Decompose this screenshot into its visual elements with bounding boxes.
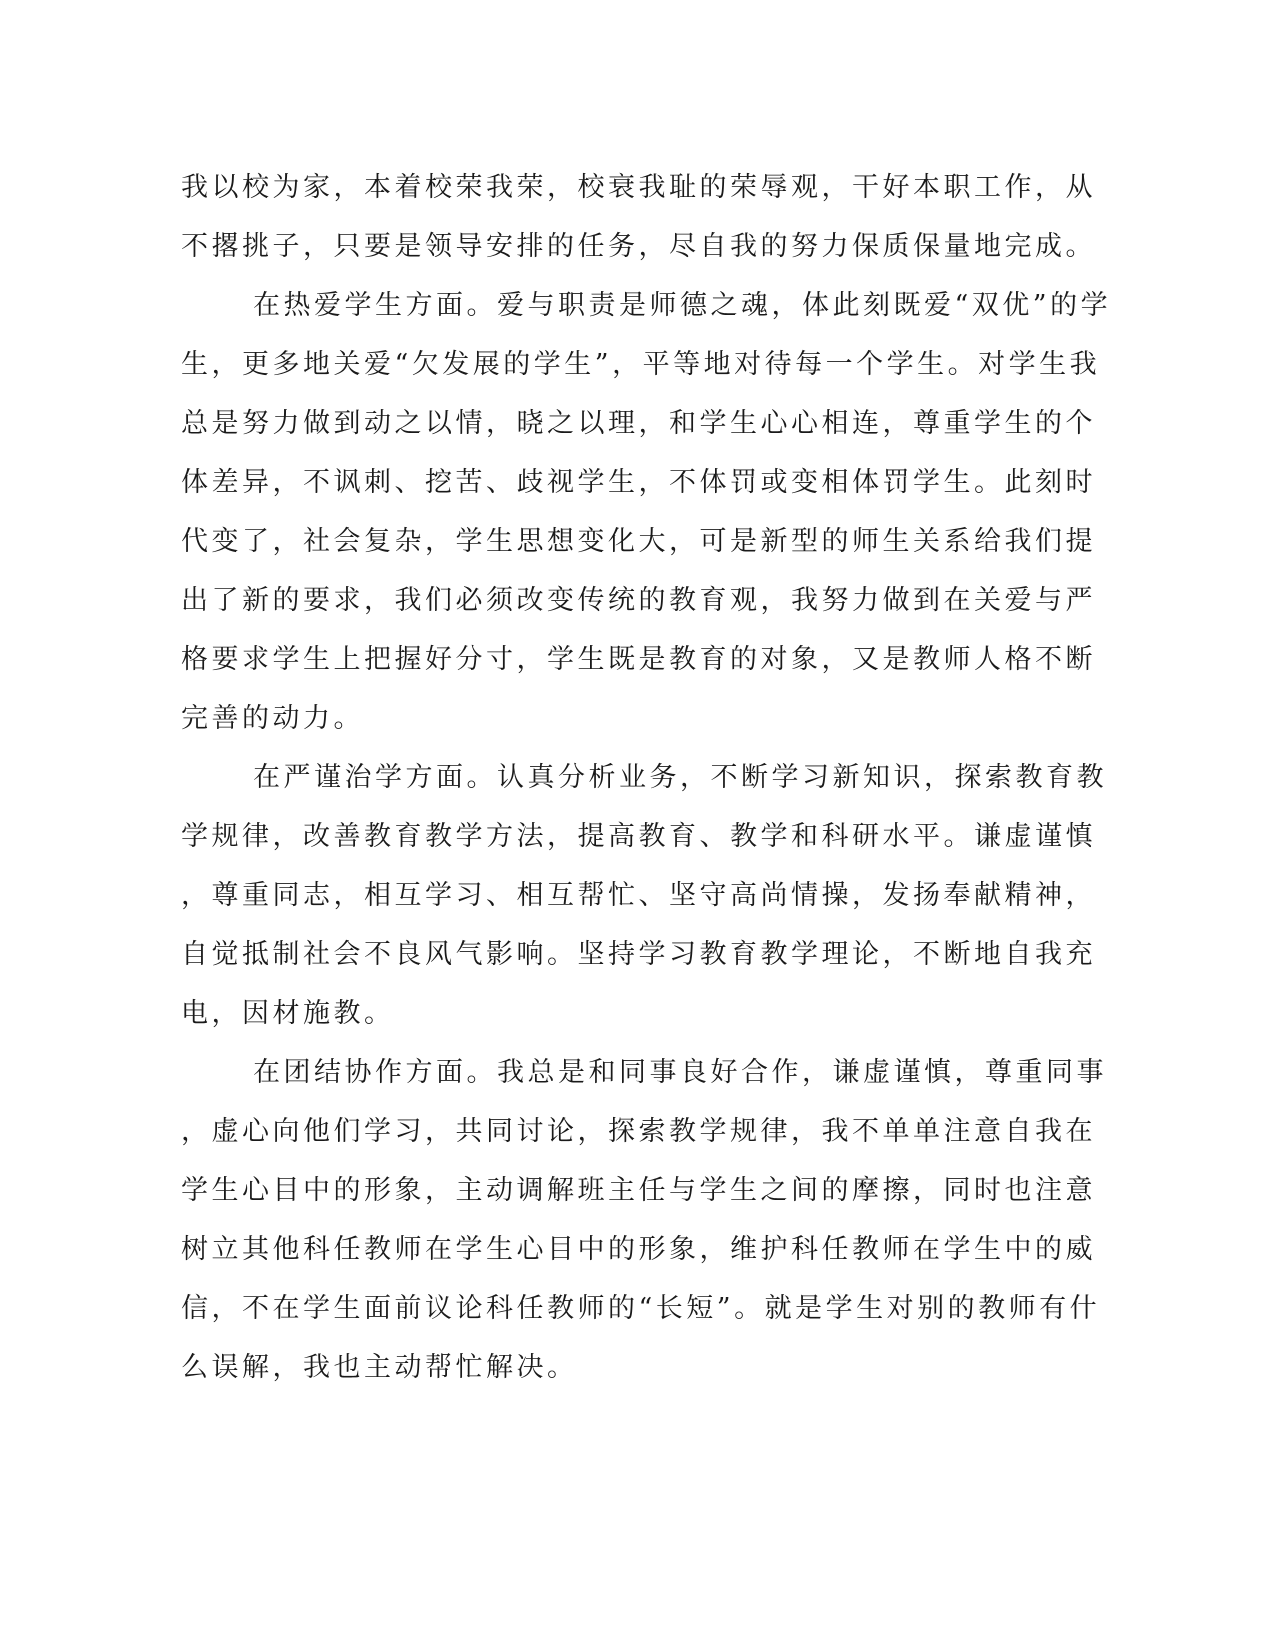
- paragraph-start-line: 在团结协作方面。我总是和同事良好合作，谦虚谨慎，尊重同事: [253, 1057, 1107, 1088]
- text-line: 么误解，我也主动帮忙解决。: [181, 1352, 578, 1383]
- text-line: 自觉抵制社会不良风气影响。坚持学习教育教学理论，不断地自我充: [181, 939, 1096, 970]
- text-line: ，尊重同志，相互学习、相互帮忙、坚守高尚情操，发扬奉献精神，: [181, 880, 1096, 911]
- text-line: 不撂挑子，只要是领导安排的任务，尽自我的努力保质保量地完成。: [181, 231, 1096, 262]
- body-text: [181, 158, 1112, 1397]
- text-line: ，虚心向他们学习，共同讨论，探索教学规律，我不单单注意自我在: [181, 1116, 1096, 1147]
- text-line: 体差异，不讽刺、挖苦、歧视学生，不体罚或变相体罚学生。此刻时: [181, 467, 1096, 498]
- text-line: 电，因材施教。: [181, 998, 395, 1029]
- text-line: 完善的动力。: [181, 703, 364, 734]
- text-line: 生，更多地关爱“欠发展的学生”，平等地对待每一个学生。对学生我: [181, 349, 1101, 380]
- text-line: 学生心目中的形象，主动调解班主任与学生之间的摩擦，同时也注意: [181, 1175, 1096, 1206]
- paragraph-start-line: 在严谨治学方面。认真分析业务，不断学习新知识，探索教育教: [253, 762, 1107, 793]
- text-line: 出了新的要求，我们必须改变传统的教育观，我努力做到在关爱与严: [181, 585, 1096, 616]
- text-line: 我以校为家，本着校荣我荣，校衰我耻的荣辱观，干好本职工作，从: [181, 172, 1096, 203]
- text-line: 代变了，社会复杂，学生思想变化大，可是新型的师生关系给我们提: [181, 526, 1096, 557]
- text-line: 格要求学生上把握好分寸，学生既是教育的对象，又是教师人格不断: [181, 644, 1096, 675]
- text-line: 总是努力做到动之以情，晓之以理，和学生心心相连，尊重学生的个: [181, 408, 1096, 439]
- text-line: 学规律，改善教育教学方法，提高教育、教学和科研水平。谦虚谨慎: [181, 821, 1096, 852]
- paragraph-start-line: 在热爱学生方面。爱与职责是师德之魂，体此刻既爱“双优”的学: [253, 290, 1112, 321]
- text-line: 树立其他科任教师在学生心目中的形象，维护科任教师在学生中的威: [181, 1234, 1096, 1265]
- text-line: 信，不在学生面前议论科任教师的“长短”。就是学生对别的教师有什: [181, 1293, 1101, 1324]
